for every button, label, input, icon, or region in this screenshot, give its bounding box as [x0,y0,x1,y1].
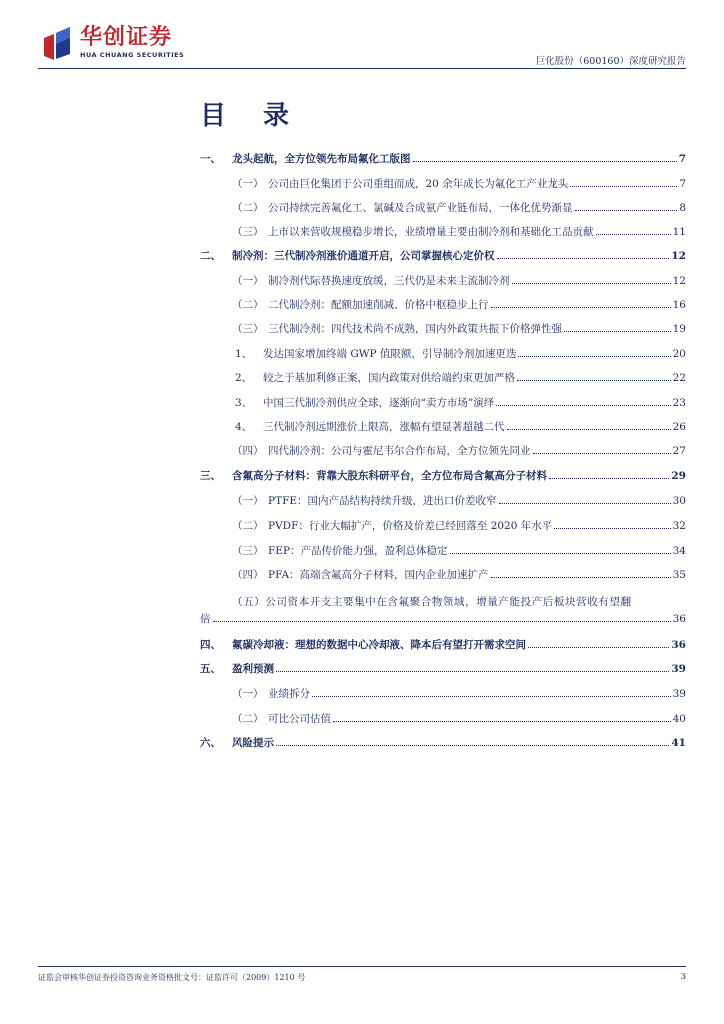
toc-entry-number: （四） [232,445,264,457]
toc-entry-text: 较之于基加利修正案，国内政策对供给端约束更加严格 [263,372,515,384]
toc-entry-4[interactable] [200,639,686,652]
report-title: 巨化股份（600160）深度研究报告 [535,56,686,67]
toc-entry-text: 业绩拆分 [268,688,310,700]
toc-entry-1-2[interactable] [232,202,686,215]
toc-entry-3-1[interactable] [232,495,686,508]
toc-entry-page: 41 [671,737,686,749]
toc-entry-number: 4、 [235,421,253,433]
dot-leader [497,258,670,259]
toc-entry-text: 含氟高分子材料：背靠大股东科研平台，全方位布局含氟高分子材料 [232,470,547,482]
toc-entry-number: 四、 [200,639,221,651]
toc-entry-page: 39 [672,688,686,700]
toc-entry-number: （四） [232,569,264,581]
dot-leader [507,429,671,430]
toc-entry-1[interactable] [200,153,686,166]
toc-entry-number: （一） [232,495,264,507]
page-number: 3 [680,972,686,982]
toc-entry-number: 三、 [200,470,221,482]
toc-entry-text: 龙头起航，全方位领先布局氟化工版图 [232,153,411,165]
page-header [0,0,724,70]
toc-entry-page: 23 [672,397,686,409]
toc-entry-number: （一） [232,178,264,190]
dot-leader [517,380,671,381]
toc-title: 目 录 [200,101,304,131]
dot-leader [564,331,671,332]
toc-entry-text: 盈利预测 [232,663,274,675]
toc-entry-3-5-continued[interactable] [200,613,686,626]
toc-entry-1-1[interactable] [232,178,686,191]
toc-entry-text: 氟碳冷却液：理想的数据中心冷却液、降本后有望打开需求空间 [232,639,526,651]
toc-entry-text: 上市以来营收规模稳步增长，业绩增量主要由制冷剂和基础化工品贡献 [268,226,594,238]
toc-entry-page: 19 [672,323,686,335]
toc-entry-number: （三） [232,545,264,557]
toc-entry-page: 40 [672,713,686,725]
toc-entry-page: 11 [672,226,686,238]
toc-entry-number: （一） [232,275,264,287]
toc-entry-text: 公司由巨化集团于公司重组而成，20 余年成长为氟化工产业龙头 [268,178,569,190]
toc-entry-number: 五、 [200,663,221,675]
toc-entry-page: 30 [672,495,686,507]
toc-entry-page: 34 [672,545,686,557]
toc-entry-3[interactable] [200,470,686,483]
toc-entry-5-1[interactable] [232,688,686,701]
toc-entry-number: （二） [232,713,264,725]
toc-entry-1-3[interactable] [232,226,686,239]
toc-entry-text: 公司持续完善氟化工、氯碱及合成氨产业链布局，一体化优势渐显 [268,202,573,214]
dot-leader [518,356,670,357]
dot-leader [491,307,671,308]
dot-leader [512,283,671,284]
dot-leader [528,647,669,648]
dot-leader [533,453,671,454]
toc-entry-page: 32 [672,520,686,532]
toc-entry-text: FEP：产品传价能力强，盈利总体稳定 [268,545,448,557]
toc-entry-2-3-1[interactable] [235,348,686,361]
dot-leader [276,671,669,672]
toc-entry-3-5[interactable] [232,594,686,609]
toc-entry-2-3[interactable] [232,323,686,336]
toc-entry-2-4[interactable] [232,445,686,458]
dot-leader [413,161,677,162]
toc-entry-number: （一） [232,688,264,700]
brand-name-en: HUA CHUANG SECURITIES [80,51,185,59]
toc-entry-number: （二） [232,299,264,311]
toc-entry-2[interactable] [200,250,686,263]
toc-entry-text-continued: 倍 [200,613,211,625]
dot-leader [596,234,671,235]
toc-entry-text: 二代制冷剂：配额加速削减、价格中枢稳步上行 [268,299,489,311]
dot-leader [213,621,671,622]
toc-entry-page: 35 [672,569,686,581]
toc-entry-page: 29 [671,470,686,482]
toc-entry-text: 中国三代制冷剂供应全球，逐渐向“卖方市场”演绎 [263,397,495,409]
toc-entry-number: （二） [232,202,264,214]
footer-disclaimer: 证监会审核华创证券投资咨询业务资格批文号：证监许可（2009）1210 号 [38,973,306,982]
toc-entry-2-2[interactable] [232,299,686,312]
footer-divider [38,966,686,967]
toc-entry-5-2[interactable] [232,713,686,726]
toc-entry-number: 1、 [235,348,253,360]
toc-entry-number: 一、 [200,153,221,165]
toc-entry-page: 39 [671,663,686,675]
toc-entry-page: 22 [672,372,686,384]
dot-leader [549,478,669,479]
toc-entry-2-3-3[interactable] [235,397,686,410]
dot-leader [491,577,671,578]
toc-entry-page: 26 [672,421,686,433]
toc-entry-text: 风险提示 [232,737,274,749]
toc-entry-2-1[interactable] [232,275,686,288]
toc-entry-number: 2、 [235,372,253,384]
dot-leader [575,210,678,211]
toc-entry-2-3-2[interactable] [235,372,686,385]
toc-entry-number: （二） [232,520,264,532]
toc-entry-page: 36 [671,639,686,651]
toc-entry-page: 12 [672,275,686,287]
toc-entry-6[interactable] [200,737,686,750]
toc-entry-text: PVDF：行业大幅扩产，价格及价差已经回落至 2020 年水平 [268,520,553,532]
dot-leader [570,186,677,187]
toc-entry-5[interactable] [200,663,686,676]
toc-entry-page: 7 [678,153,686,165]
header-divider [38,68,686,69]
toc-entry-number: 二、 [200,250,221,262]
toc-entry-page: 20 [672,348,686,360]
toc-entry-page: 27 [672,445,686,457]
huachuang-logo-icon [44,26,70,60]
toc-entry-number: （五） [232,596,266,608]
toc-entry-number: 3、 [235,397,253,409]
toc-entry-page: 16 [672,299,686,311]
dot-leader [499,503,671,504]
toc-entry-text: 制冷剂代际替换速度放缓，三代仍是未来主流制冷剂 [268,275,510,287]
brand-name-cn: 华创证券 [80,25,173,50]
toc-entry-page: 36 [672,613,686,625]
toc-entry-text: PTFE：国内产品结构持续升级，进出口价差收窄 [268,495,497,507]
dot-leader [554,528,670,529]
toc-entry-text: 制冷剂：三代制冷剂涨价通道开启，公司掌握核心定价权 [232,250,495,262]
dot-leader [276,745,669,746]
toc-entry-number: （三） [232,323,264,335]
toc-entry-text: 四代制冷剂：公司与霍尼韦尔合作布局，全方位领先同业 [268,445,531,457]
toc-entry-text: 可比公司估值 [268,713,331,725]
toc-entry-text: 公司资本开支主要集中在含氟聚合物领域，增量产能投产后板块营收有望翻 [265,596,632,608]
dot-leader [312,696,671,697]
toc-entry-number: （三） [232,226,264,238]
toc-entry-text: 发达国家增加终端 GWP 值限额，引导制冷剂加速更迭 [263,348,517,360]
dot-leader [450,553,671,554]
toc-entry-text: PFA：高端含氟高分子材料，国内企业加速扩产 [268,569,489,581]
toc-entry-page: 7 [679,178,686,190]
toc-entry-number: 六、 [200,737,221,749]
toc-entry-3-4[interactable] [232,569,686,582]
dot-leader [333,721,671,722]
toc-entry-page: 8 [679,202,686,214]
toc-entry-3-3[interactable] [232,545,686,558]
dot-leader [496,405,670,406]
toc-entry-3-2[interactable] [232,520,686,533]
toc-entry-text: 三代制冷剂远期涨价上限高，涨幅有望显著超越二代 [263,421,505,433]
toc-entry-text: 三代制冷剂：四代技术尚不成熟，国内外政策共振下价格弹性强 [268,323,562,335]
toc-entry-page: 12 [671,250,686,262]
toc-entry-2-3-4[interactable] [235,421,686,434]
